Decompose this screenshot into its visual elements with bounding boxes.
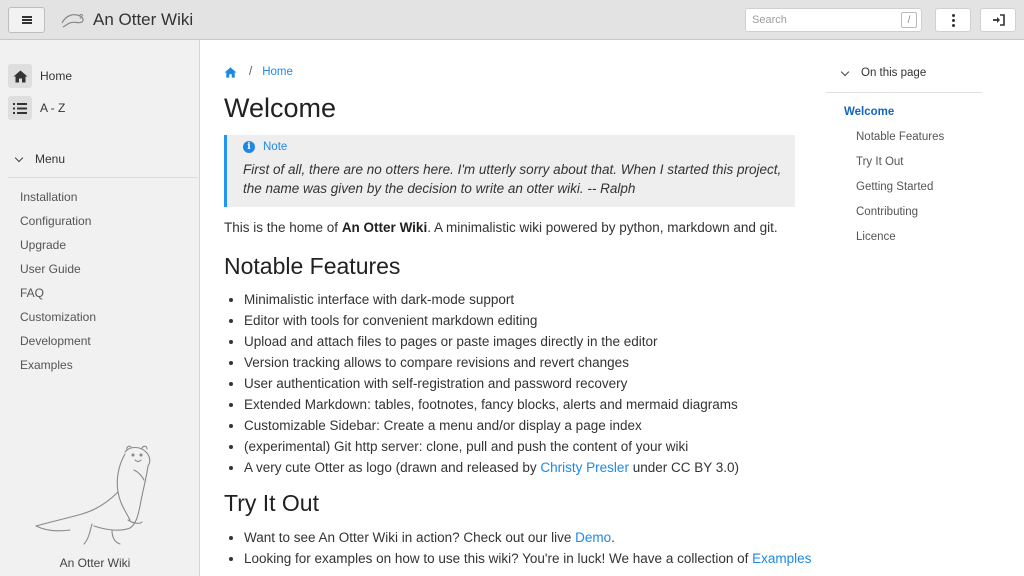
- toc-item-try-it-out[interactable]: Try It Out: [856, 156, 904, 168]
- sidebar: [0, 40, 200, 576]
- sidebar-footer-title: An Otter Wiki: [59, 556, 131, 570]
- site-title[interactable]: An Otter Wiki: [93, 10, 194, 29]
- hamburger-icon: [22, 16, 32, 24]
- sidebar-menu: [20, 190, 96, 382]
- heading-try-it-out: Try It Out: [224, 490, 319, 516]
- toc-toggle[interactable]: [842, 67, 926, 79]
- toc-item-welcome[interactable]: Welcome: [844, 106, 895, 118]
- menu-item-upgrade[interactable]: Upgrade: [20, 238, 67, 252]
- examples-link[interactable]: Examples: [752, 551, 812, 566]
- menu-item-examples[interactable]: Examples: [20, 358, 73, 372]
- page-title: Welcome: [224, 93, 337, 123]
- top-navbar: [0, 0, 1024, 40]
- list-item-text: Want to see An Otter Wiki in action? Check out our live: [244, 530, 576, 545]
- search-box[interactable]: [745, 8, 922, 32]
- menu-title: Menu: [35, 152, 66, 166]
- menu-item-faq[interactable]: FAQ: [20, 286, 45, 300]
- list-item: • Extended Markdown: tables, footnotes, fancy blocks, alerts and mermaid diagrams: [244, 395, 739, 416]
- menu-item-configuration[interactable]: Configuration: [20, 214, 92, 228]
- toc-item-getting-started[interactable]: Getting Started: [856, 181, 934, 193]
- search-input[interactable]: [746, 9, 886, 31]
- note-text: First of all, there are no otters here. I'm utterly sorry about that. When I started this project, the name was given by the decision to write an otter wiki. -- Ralph: [243, 162, 782, 196]
- otter-logo-icon[interactable]: [60, 9, 86, 31]
- home-icon[interactable]: [224, 67, 237, 78]
- breadcrumb: [224, 66, 293, 78]
- list-item-text: under CC BY 3.0): [628, 460, 739, 475]
- list-item-text: Looking for examples on how to use this wiki? You're in luck! We have a collection of: [244, 551, 753, 566]
- toc-title: On this page: [861, 67, 927, 79]
- list-item: [244, 458, 739, 479]
- note-block: [224, 135, 795, 207]
- heading-notable-features: Notable Features: [224, 253, 401, 279]
- otter-illustration: [30, 440, 160, 550]
- search-shortcut-key: /: [901, 12, 917, 28]
- list-item: • Version tracking allows to compare revisions and revert changes: [244, 353, 739, 374]
- chevron-down-icon: [15, 153, 23, 161]
- menu-section-toggle[interactable]: [16, 152, 65, 166]
- toc-item-contributing[interactable]: Contributing: [856, 206, 919, 218]
- divider: [826, 92, 982, 93]
- intro-paragraph: [224, 220, 778, 235]
- vertical-dots-icon: [952, 14, 955, 27]
- breadcrumb-home-link[interactable]: Home: [262, 66, 293, 78]
- list-item: • Editor with tools for convenient markdown editing: [244, 311, 739, 332]
- list-item-text: A very cute Otter as logo (drawn and released by: [244, 460, 541, 475]
- divider: [8, 177, 198, 178]
- list-item: [244, 528, 811, 549]
- table-of-contents: [826, 40, 982, 576]
- sidebar-item-home[interactable]: [8, 64, 72, 88]
- toc-item-notable-features[interactable]: Notable Features: [856, 131, 945, 143]
- list-item: • (experimental) Git http server: clone, pull and push the content of your wiki: [244, 437, 739, 458]
- list-item: • Upload and attach files to pages or paste images directly in the editor: [244, 332, 739, 353]
- toc-list: [844, 106, 944, 256]
- menu-item-installation[interactable]: Installation: [20, 190, 78, 204]
- sidebar-item-label: Home: [40, 69, 73, 83]
- chevron-down-icon: [841, 67, 849, 75]
- menu-item-customization[interactable]: Customization: [20, 310, 97, 324]
- try-it-list: [244, 528, 811, 570]
- menu-item-user-guide[interactable]: User Guide: [20, 262, 81, 276]
- sidebar-item-a-z[interactable]: [8, 96, 65, 120]
- intro-text: . A minimalistic wiki powered by python, markdown and git.: [427, 220, 778, 235]
- list-item: • Customizable Sidebar: Create a menu and/or display a page index: [244, 416, 739, 437]
- main-content: [224, 40, 812, 576]
- christy-presler-link[interactable]: Christy Presler: [540, 460, 629, 475]
- menu-item-development[interactable]: Development: [20, 334, 91, 348]
- breadcrumb-separator: /: [249, 66, 253, 78]
- sidebar-toggle-button[interactable]: [8, 7, 45, 33]
- home-icon: [8, 64, 32, 88]
- list-item-text: .: [611, 530, 615, 545]
- demo-link[interactable]: Demo: [575, 530, 612, 545]
- more-options-button[interactable]: [935, 8, 971, 32]
- sidebar-item-label: A - Z: [40, 101, 66, 115]
- intro-bold-text: An Otter Wiki: [341, 220, 428, 235]
- list-icon: [8, 96, 32, 120]
- info-icon: i: [243, 141, 255, 153]
- features-list: [244, 290, 739, 479]
- sign-in-icon: [992, 14, 1005, 26]
- login-button[interactable]: [980, 8, 1016, 32]
- list-item: • User authentication with self-registration and password recovery: [244, 374, 739, 395]
- list-item: • Minimalistic interface with dark-mode support: [244, 290, 739, 311]
- toc-item-licence[interactable]: Licence: [856, 231, 896, 243]
- intro-text: This is the home of: [224, 220, 342, 235]
- note-label: Note: [263, 141, 288, 153]
- note-header: [243, 141, 287, 153]
- list-item: [244, 549, 811, 570]
